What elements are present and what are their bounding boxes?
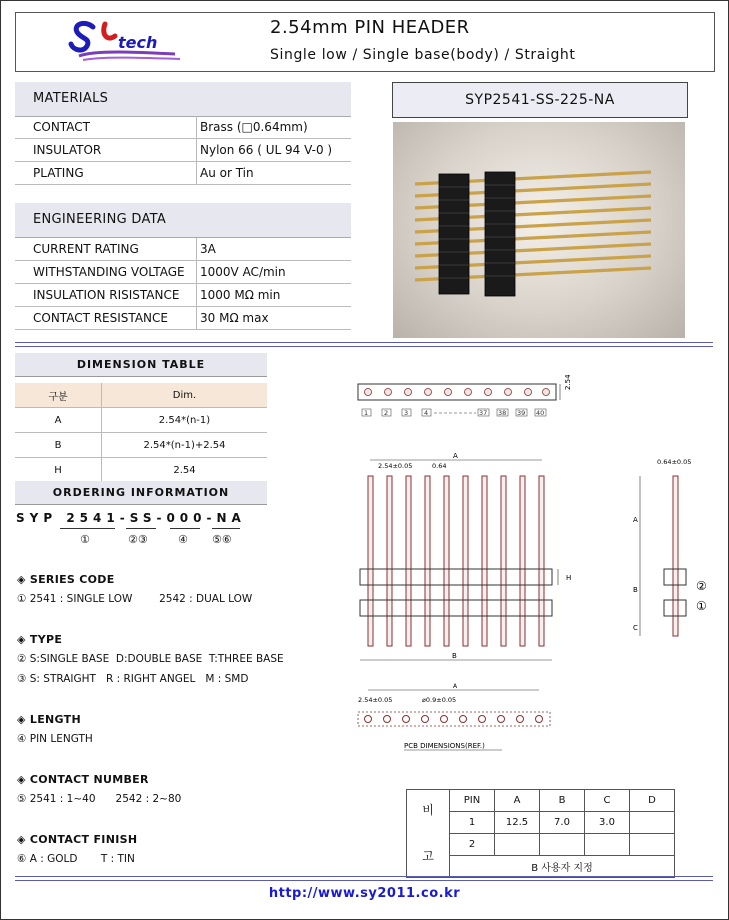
code-underline	[60, 528, 115, 529]
part-number: SYP2541-SS-225-NA	[392, 82, 688, 118]
engineering-row: CURRENT RATING 3A	[15, 238, 351, 261]
series-code-heading: ◈ SERIES CODE	[17, 573, 115, 586]
contact-number-text: ⑤ 2541 : 1~40 2542 : 2~80	[17, 793, 182, 805]
dimension-table-heading: DIMENSION TABLE	[15, 353, 267, 377]
dimension-table	[15, 383, 267, 483]
code-underline	[126, 528, 156, 529]
pcb-pitch-label: 2.54±0.05	[358, 696, 393, 704]
contact-number-heading: ◈ CONTACT NUMBER	[17, 773, 149, 786]
length-text: ④ PIN LENGTH	[17, 733, 93, 745]
dim-B-label: B	[452, 652, 457, 660]
pitch-label: 2.54±0.05	[378, 462, 413, 470]
table-row: H 2.54	[15, 458, 267, 483]
callout-2: ②	[696, 579, 707, 593]
type-text: ② S:SINGLE BASE D:DOUBLE BASE T:THREE BASE	[17, 653, 284, 665]
callout-1: ①	[696, 599, 707, 613]
pcb-dimensions-label: PCB DIMENSIONS(REF.)	[404, 742, 485, 750]
page-title: 2.54mm PIN HEADER	[270, 17, 470, 38]
side-B-label: B	[633, 586, 638, 594]
table-row: A 2.54*(n-1)	[15, 408, 267, 433]
code-number: ⑤⑥	[212, 533, 232, 546]
side-A-label: A	[633, 516, 638, 524]
code-number: ②③	[128, 533, 148, 546]
pin-size-label: 0.64	[432, 462, 447, 470]
engineering-row: WITHSTANDING VOLTAGE 1000V AC/min	[15, 261, 351, 284]
svg-text:38: 38	[498, 409, 507, 417]
type-text: ③ S: STRAIGHT R : RIGHT ANGEL M : SMD	[17, 673, 249, 685]
pcb-A-label: A	[453, 683, 458, 690]
technical-drawing	[340, 372, 720, 786]
length-heading: ◈ LENGTH	[17, 713, 81, 726]
table-row: B 사용자 지정	[407, 856, 675, 878]
materials-row: PLATING Au or Tin	[15, 162, 351, 185]
materials-heading: MATERIALS	[15, 82, 351, 117]
top-dim-label: 2.54	[564, 374, 572, 390]
dim-H-label: H	[566, 574, 572, 582]
contact-finish-heading: ◈ CONTACT FINISH	[17, 833, 138, 846]
product-photo	[393, 122, 685, 338]
table-row: 구분 Dim.	[15, 383, 267, 408]
engineering-row: INSULATION RISISTANCE 1000 MΩ min	[15, 284, 351, 307]
code-number: ①	[80, 533, 90, 546]
code-underline	[170, 528, 200, 529]
side-C-label: C	[633, 624, 638, 632]
notes-side-label: 비 고	[407, 790, 450, 878]
engineering-heading: ENGINEERING DATA	[15, 203, 351, 238]
ordering-code: SYP 2541-SS-000-NA	[16, 511, 246, 525]
divider	[15, 876, 713, 881]
footer-url[interactable]: http://www.sy2011.co.kr	[268, 886, 461, 901]
type-heading: ◈ TYPE	[17, 633, 63, 646]
svg-text:40: 40	[536, 409, 545, 417]
svg-text:39: 39	[517, 409, 526, 417]
notes-table	[406, 789, 675, 878]
pcb-hole-label: ⌀0.9±0.05	[422, 696, 457, 704]
divider	[15, 342, 713, 347]
logo-text: tech	[118, 33, 158, 52]
engineering-row: CONTACT RESISTANCE 30 MΩ max	[15, 307, 351, 330]
table-row: 1 12.5 7.0 3.0	[407, 812, 675, 834]
code-number: ④	[178, 533, 188, 546]
table-row: 2	[407, 834, 675, 856]
side-size-label: 0.64±0.05	[657, 458, 692, 466]
svg-text:1: 1	[364, 409, 369, 417]
materials-row: INSULATOR Nylon 66 ( UL 94 V-0 )	[15, 139, 351, 162]
ordering-heading: ORDERING INFORMATION	[15, 481, 267, 505]
svg-text:37: 37	[479, 409, 488, 417]
svg-text:2: 2	[384, 409, 389, 417]
dim-A-label: A	[453, 452, 458, 460]
table-row: 비 고 PIN A B C D	[407, 790, 675, 812]
page-subtitle: Single low / Single base(body) / Straight	[270, 47, 576, 63]
contact-finish-text: ⑥ A : GOLD T : TIN	[17, 853, 135, 865]
svg-text:4: 4	[424, 409, 429, 417]
svg-text:3: 3	[404, 409, 409, 417]
code-underline	[212, 528, 240, 529]
series-code-text: ① 2541 : SINGLE LOW 2542 : DUAL LOW	[17, 593, 253, 605]
table-row: B 2.54*(n-1)+2.54	[15, 433, 267, 458]
company-logo	[15, 12, 190, 70]
materials-row: CONTACT Brass (□0.64mm)	[15, 116, 351, 139]
